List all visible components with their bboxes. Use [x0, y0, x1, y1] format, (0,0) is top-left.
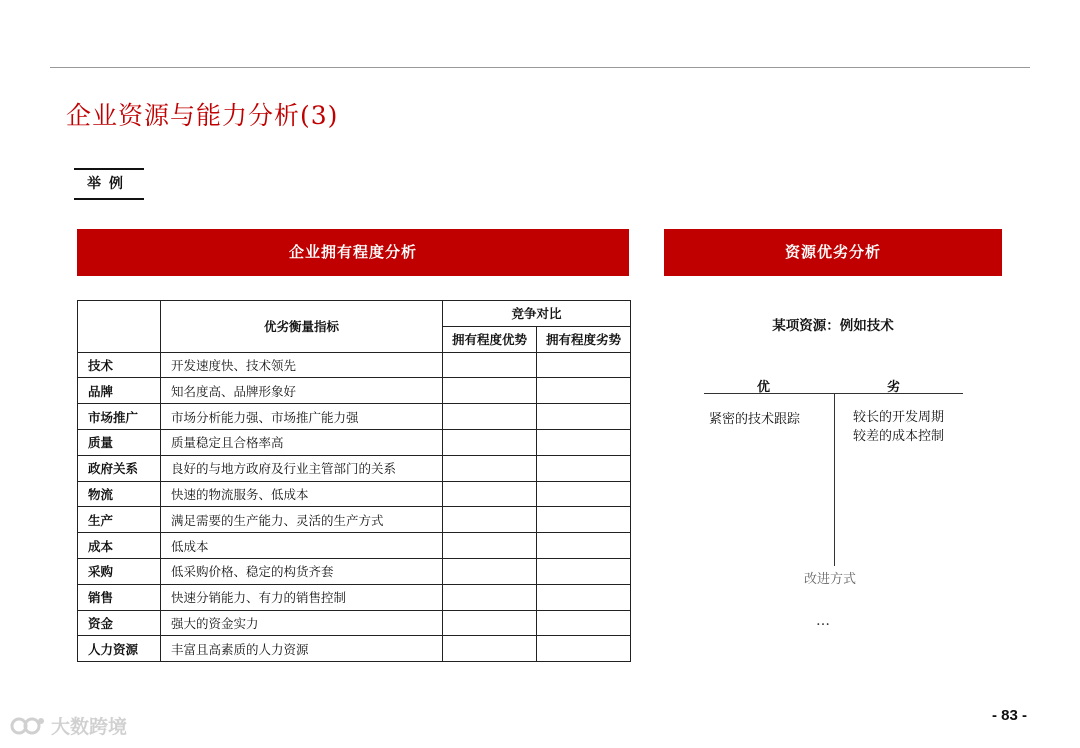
- advantage-cell: [443, 507, 537, 533]
- row-category: 政府关系: [78, 455, 161, 481]
- row-indicator: 快速的物流服务、低成本: [161, 481, 443, 507]
- table-row: [78, 584, 631, 610]
- watermark-logo-icon: [10, 715, 46, 737]
- disadvantage-label: 劣: [887, 380, 901, 395]
- watermark-text: 大数跨境: [51, 716, 128, 738]
- row-indicator: 低成本: [161, 533, 443, 559]
- disadvantage-cell: [537, 352, 631, 378]
- advantage-cell: [443, 636, 537, 662]
- advantage-cell: [443, 378, 537, 404]
- row-category: 生产: [78, 507, 161, 533]
- advantage-cell: [443, 558, 537, 584]
- disadvantage-cell: [537, 610, 631, 636]
- table-corner-cell: [78, 301, 161, 353]
- row-indicator: 丰富且高素质的人力资源: [161, 636, 443, 662]
- table-row: [78, 455, 631, 481]
- advantage-cell: [443, 533, 537, 559]
- compare-header: 竞争对比: [443, 301, 631, 327]
- disadvantage-cell: [537, 429, 631, 455]
- table-row: [78, 610, 631, 636]
- table-row: [78, 558, 631, 584]
- row-category: 品牌: [78, 378, 161, 404]
- row-category: 质量: [78, 429, 161, 455]
- disadvantage-column-header: 拥有程度劣势: [537, 326, 631, 352]
- row-indicator: 开发速度快、技术领先: [161, 352, 443, 378]
- disadvantage-item: 较差的成本控制: [853, 429, 945, 444]
- watermark: [10, 712, 127, 739]
- advantage-cell: [443, 455, 537, 481]
- indicator-header: 优劣衡量指标: [161, 301, 443, 353]
- improvement-label: 改进方式: [804, 572, 857, 587]
- advantage-cell: [443, 429, 537, 455]
- resource-analysis-header: 资源优劣分析: [664, 229, 1002, 276]
- table-row: [78, 378, 631, 404]
- table-row: [78, 429, 631, 455]
- row-indicator: 良好的与地方政府及行业主管部门的关系: [161, 455, 443, 481]
- disadvantage-cell: [537, 404, 631, 430]
- table-row: [78, 404, 631, 430]
- row-category: 技术: [78, 352, 161, 378]
- table-row: [78, 533, 631, 559]
- advantage-cell: [443, 352, 537, 378]
- row-category: 销售: [78, 584, 161, 610]
- advantage-column-header: 拥有程度优势: [443, 326, 537, 352]
- continuation-ellipsis: …: [816, 613, 830, 629]
- disadvantage-item: 较长的开发周期: [853, 410, 945, 425]
- row-indicator: 质量稳定且合格率高: [161, 429, 443, 455]
- advantage-cell: [443, 481, 537, 507]
- row-indicator: 强大的资金实力: [161, 610, 443, 636]
- row-category: 资金: [78, 610, 161, 636]
- ownership-analysis-header: 企业拥有程度分析: [77, 229, 629, 276]
- resource-example-label: 某项资源：例如技术: [772, 318, 894, 334]
- table-row: [78, 352, 631, 378]
- table-row: [78, 481, 631, 507]
- row-category: 人力资源: [78, 636, 161, 662]
- row-indicator: 满足需要的生产能力、灵活的生产方式: [161, 507, 443, 533]
- disadvantage-cell: [537, 636, 631, 662]
- disadvantage-cell: [537, 584, 631, 610]
- table-row: [78, 636, 631, 662]
- ownership-table: [77, 300, 631, 662]
- disadvantage-cell: [537, 378, 631, 404]
- row-category: 采购: [78, 558, 161, 584]
- row-indicator: 市场分析能力强、市场推广能力强: [161, 404, 443, 430]
- row-category: 物流: [78, 481, 161, 507]
- disadvantage-cell: [537, 455, 631, 481]
- advantage-label: 优: [757, 380, 771, 395]
- disadvantage-list: [853, 408, 944, 446]
- row-indicator: 知名度高、品牌形象好: [161, 378, 443, 404]
- advantage-cell: [443, 404, 537, 430]
- row-indicator: 低采购价格、稳定的构货齐套: [161, 558, 443, 584]
- page-number: - 83 -: [992, 707, 1028, 724]
- row-category: 成本: [78, 533, 161, 559]
- disadvantage-cell: [537, 481, 631, 507]
- disadvantage-cell: [537, 507, 631, 533]
- advantage-cell: [443, 584, 537, 610]
- table-row: [78, 507, 631, 533]
- row-indicator: 快速分销能力、有力的销售控制: [161, 584, 443, 610]
- disadvantage-cell: [537, 533, 631, 559]
- row-category: 市场推广: [78, 404, 161, 430]
- disadvantage-cell: [537, 558, 631, 584]
- advantage-cell: [443, 610, 537, 636]
- top-divider: [50, 67, 1030, 68]
- t-chart-vertical-line: [834, 393, 835, 566]
- example-tag: 举例: [74, 168, 144, 200]
- page-title: 企业资源与能力分析(3): [66, 101, 339, 130]
- advantage-item: 紧密的技术跟踪: [709, 412, 801, 427]
